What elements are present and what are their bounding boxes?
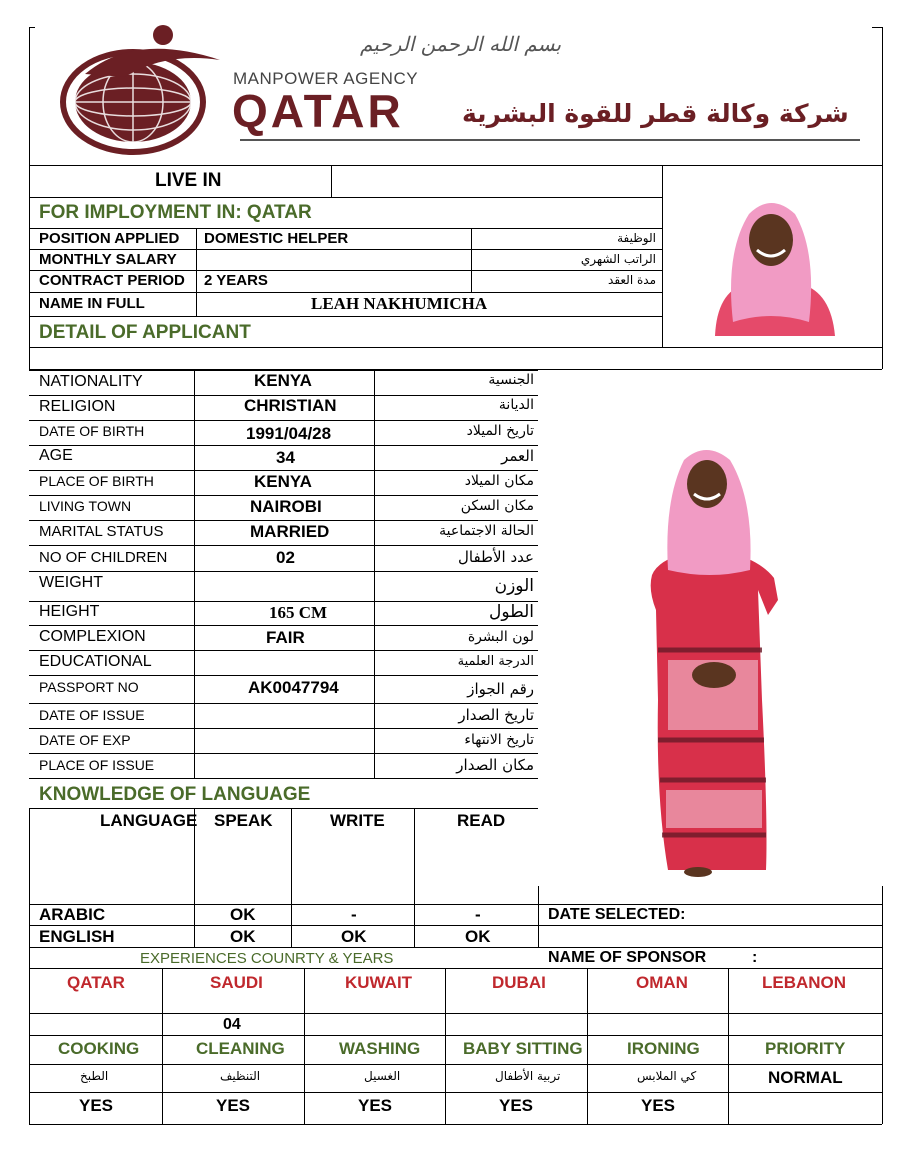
baby-sitting-answer: YES bbox=[499, 1096, 534, 1115]
skill-cleaning: CLEANING bbox=[196, 1039, 285, 1058]
children-label: NO OF CHILDREN bbox=[39, 549, 168, 566]
educational-label: EDUCATIONAL bbox=[39, 653, 152, 670]
basmala: بسم الله الرحمن الرحيم bbox=[360, 32, 562, 56]
issue-date-arabic: تاريخ الصدار bbox=[458, 706, 534, 724]
employment-heading: FOR IMPLOYMENT IN: QATAR bbox=[39, 202, 312, 223]
height-arabic: الطول bbox=[489, 602, 534, 622]
language-english: ENGLISH bbox=[39, 927, 115, 946]
height-label: HEIGHT bbox=[39, 603, 100, 620]
country-oman: OMAN bbox=[636, 973, 688, 992]
skill-priority: PRIORITY bbox=[765, 1039, 846, 1058]
contract-label: CONTRACT PERIOD bbox=[39, 272, 185, 289]
position-label: POSITION APPLIED bbox=[39, 230, 180, 247]
arabic-write: - bbox=[351, 905, 357, 924]
passport-label: PASSPORT NO bbox=[39, 679, 139, 695]
language-heading: KNOWLEDGE OF LANGUAGE bbox=[39, 784, 311, 805]
age-arabic: العمر bbox=[501, 447, 534, 465]
exp-date-arabic: تاريخ الانتهاء bbox=[464, 732, 534, 748]
arabic-speak: OK bbox=[230, 905, 256, 924]
skill-cooking-arabic: الطبخ bbox=[80, 1069, 109, 1083]
position-arabic: الوظيفة bbox=[617, 231, 656, 245]
contract-value: 2 YEARS bbox=[204, 272, 268, 289]
issue-date-label: DATE OF ISSUE bbox=[39, 707, 145, 723]
cleaning-answer: YES bbox=[216, 1096, 251, 1115]
language-header-language: LANGUAGE bbox=[100, 811, 198, 830]
issue-place-label: PLACE OF ISSUE bbox=[39, 757, 155, 773]
nationality-value: KENYA bbox=[254, 371, 312, 390]
priority-value: NORMAL bbox=[768, 1068, 843, 1087]
skill-ironing: IRONING bbox=[627, 1039, 700, 1058]
pob-arabic: مكان الميلاد bbox=[464, 473, 534, 489]
experience-heading: EXPERIENCES COUNRTY & YEARS bbox=[140, 950, 394, 967]
age-value: 34 bbox=[276, 448, 295, 467]
living-town-label: LIVING TOWN bbox=[39, 498, 132, 514]
agency-line: MANPOWER AGENCY bbox=[233, 69, 419, 88]
complexion-label: COMPLEXION bbox=[39, 628, 146, 645]
arabic-read: - bbox=[475, 905, 481, 924]
living-town-value: NAIROBI bbox=[250, 497, 322, 516]
salary-label: MONTHLY SALARY bbox=[39, 251, 177, 268]
years-saudi: 04 bbox=[223, 1016, 241, 1033]
english-read: OK bbox=[465, 927, 491, 946]
height-value: 165 CM bbox=[269, 603, 328, 622]
religion-label: RELIGION bbox=[39, 398, 116, 415]
weight-label: WEIGHT bbox=[39, 574, 103, 591]
exp-date-label: DATE OF EXP bbox=[39, 732, 131, 748]
skill-cooking: COOKING bbox=[58, 1039, 140, 1058]
ironing-answer: YES bbox=[641, 1096, 676, 1115]
skill-washing-arabic: الغسيل bbox=[364, 1069, 401, 1083]
english-speak: OK bbox=[230, 927, 256, 946]
pob-label: PLACE OF BIRTH bbox=[39, 473, 154, 489]
nationality-arabic: الجنسية bbox=[488, 372, 534, 388]
marital-label: MARITAL STATUS bbox=[39, 523, 164, 540]
marital-value: MARRIED bbox=[250, 522, 330, 541]
skill-baby-sitting-arabic: تربية الأطفال bbox=[495, 1069, 561, 1083]
children-arabic: عدد الأطفال bbox=[458, 548, 534, 566]
language-header-speak: SPEAK bbox=[214, 811, 273, 830]
marital-arabic: الحالة الاجتماعية bbox=[439, 523, 534, 539]
passport-arabic: رقم الجواز bbox=[467, 680, 534, 698]
date-selected-label: DATE SELECTED: bbox=[548, 906, 686, 923]
country-saudi: SAUDI bbox=[210, 973, 263, 992]
name-label: NAME IN FULL bbox=[39, 295, 145, 312]
issue-place-arabic: مكان الصدار bbox=[456, 756, 534, 774]
country-dubai: DUBAI bbox=[492, 973, 546, 992]
complexion-value: FAIR bbox=[266, 628, 305, 647]
skill-ironing-arabic: كي الملابس bbox=[637, 1069, 697, 1083]
country-qatar: QATAR bbox=[67, 973, 125, 992]
sponsor-label: NAME OF SPONSOR bbox=[548, 949, 707, 966]
agency-name: QATAR bbox=[232, 85, 404, 137]
educational-arabic: الدرجة العلمية bbox=[457, 654, 534, 669]
dob-label: DATE OF BIRTH bbox=[39, 423, 145, 439]
salary-arabic: الراتب الشهري bbox=[580, 252, 656, 266]
sponsor-colon: : bbox=[752, 949, 758, 966]
living-town-arabic: مكان السكن bbox=[460, 498, 534, 514]
language-header-read: READ bbox=[457, 811, 506, 830]
skill-washing: WASHING bbox=[339, 1039, 421, 1058]
age-label: AGE bbox=[39, 447, 73, 464]
position-value: DOMESTIC HELPER bbox=[204, 230, 349, 247]
religion-arabic: الديانة bbox=[498, 397, 534, 413]
children-value: 02 bbox=[276, 548, 295, 567]
detail-heading: DETAIL OF APPLICANT bbox=[39, 322, 251, 343]
contract-arabic: مدة العقد bbox=[608, 273, 656, 287]
complexion-arabic: لون البشرة bbox=[467, 629, 534, 645]
dob-arabic: تاريخ الميلاد bbox=[466, 423, 534, 439]
language-header-write: WRITE bbox=[330, 811, 385, 830]
nationality-label: NATIONALITY bbox=[39, 373, 143, 390]
language-arabic: ARABIC bbox=[39, 905, 106, 924]
pob-value: KENYA bbox=[254, 472, 312, 491]
passport-value: AK0047794 bbox=[248, 678, 339, 697]
live-in-label: LIVE IN bbox=[155, 170, 222, 191]
country-kuwait: KUWAIT bbox=[345, 973, 413, 992]
dob-value: 1991/04/28 bbox=[246, 424, 332, 443]
cooking-answer: YES bbox=[79, 1096, 114, 1115]
english-write: OK bbox=[341, 927, 367, 946]
weight-arabic: الوزن bbox=[494, 576, 534, 596]
washing-answer: YES bbox=[358, 1096, 393, 1115]
full-name: LEAH NAKHUMICHA bbox=[311, 294, 488, 313]
arabic-agency-name: شركة وكالة قطر للقوة البشرية bbox=[462, 99, 849, 128]
country-lebanon: LEBANON bbox=[762, 973, 847, 992]
skill-cleaning-arabic: التنظيف bbox=[220, 1069, 261, 1083]
skill-baby-sitting: BABY SITTING bbox=[463, 1039, 583, 1058]
religion-value: CHRISTIAN bbox=[244, 396, 337, 415]
